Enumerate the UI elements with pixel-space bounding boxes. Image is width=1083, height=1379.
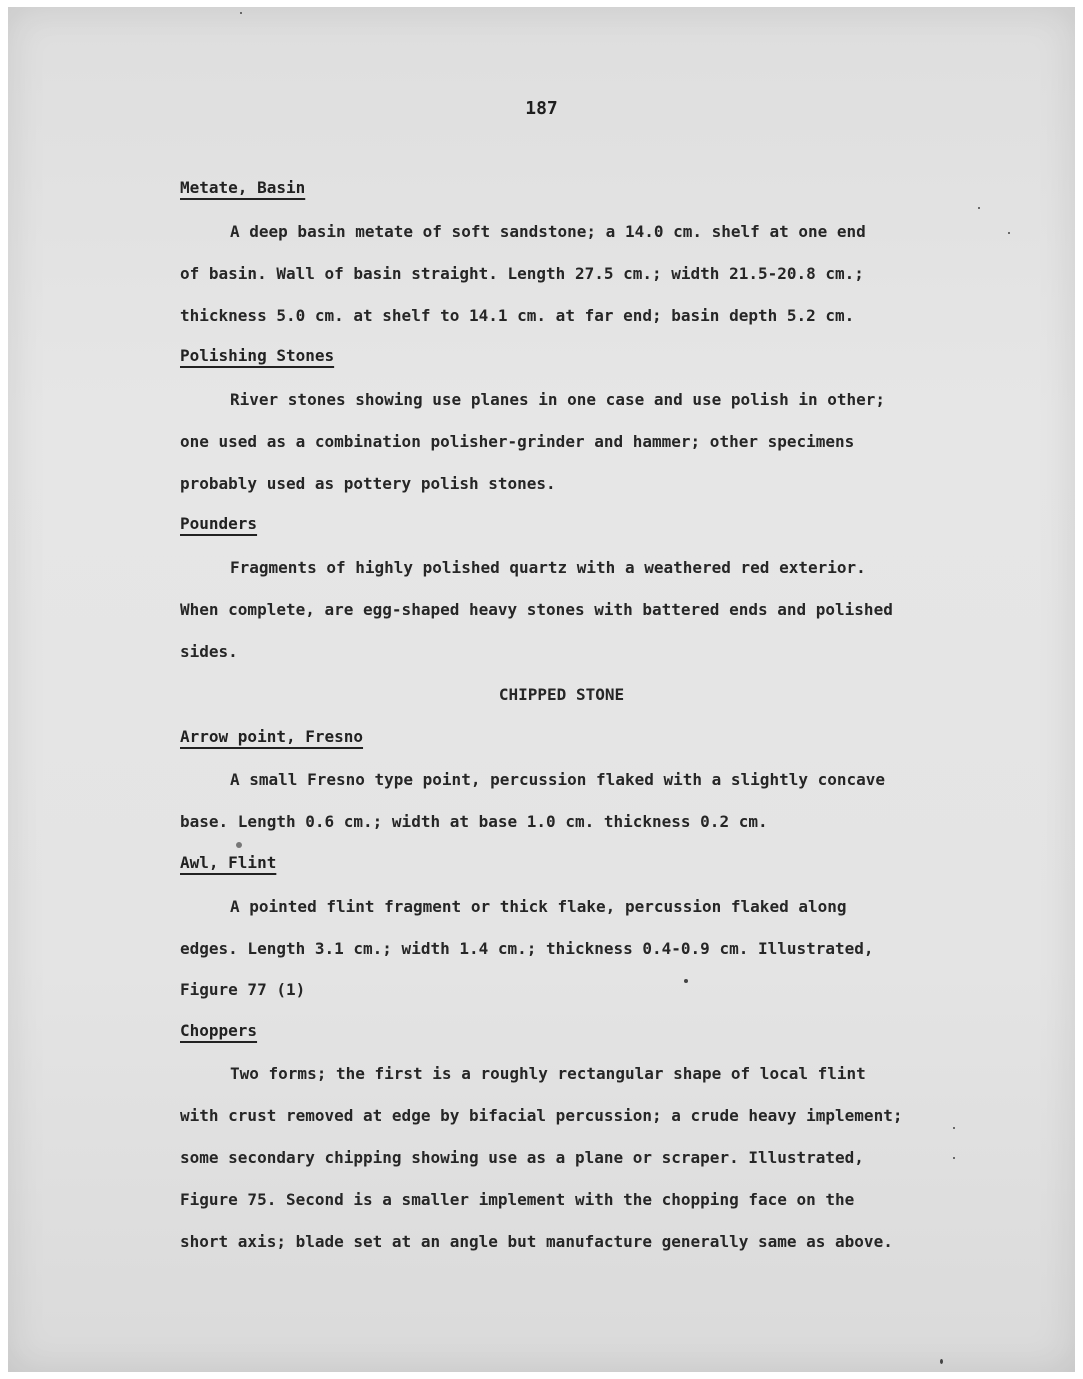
pounders-line-1: Fragments of highly polished quartz with a weathered red exterior. (230, 558, 866, 577)
speck-mark (978, 207, 980, 209)
choppers-line-1: Two forms; the first is a roughly rectangular shape of local flint (230, 1064, 866, 1083)
awl-line-1: A pointed flint fragment or thick flake, percussion flaked along (230, 897, 847, 916)
metate-line-3: thickness 5.0 cm. at shelf to 14.1 cm. at far end; basin depth 5.2 cm. (180, 306, 855, 325)
speck-mark (240, 12, 242, 14)
awl-line-3: Figure 77 (1) (180, 980, 306, 999)
section-heading-metate-basin: Metate, Basin (180, 178, 306, 197)
awl-line-2: edges. Length 3.1 cm.; width 1.4 cm.; thickness 0.4-0.9 cm. Illustrated, (180, 939, 874, 958)
section-heading-arrow-point: Arrow point, Fresno (180, 727, 364, 746)
speck-mark (684, 979, 688, 983)
pounders-line-3: sides. (180, 642, 238, 661)
section-heading-choppers: Choppers (180, 1021, 258, 1040)
section-heading-polishing-stones: Polishing Stones (180, 346, 335, 365)
speck-mark (953, 1157, 955, 1159)
choppers-line-5: short axis; blade set at an angle but manufacture generally same as above. (180, 1232, 893, 1251)
polishing-line-1: River stones showing use planes in one case and use polish in other; (230, 390, 886, 409)
metate-line-2: of basin. Wall of basin straight. Length 27.5 cm.; width 21.5-20.8 cm.; (180, 264, 864, 283)
choppers-line-3: some secondary chipping showing use as a plane or scraper. Illustrated, (180, 1148, 864, 1167)
arrow-line-1: A small Fresno type point, percussion flaked with a slightly concave (230, 770, 886, 789)
metate-line-1: A deep basin metate of soft sandstone; a 14.0 cm. shelf at one end (230, 222, 866, 241)
speck-mark (236, 842, 242, 848)
page-number: 187 (525, 98, 558, 119)
speck-mark (953, 1127, 955, 1129)
polishing-line-3: probably used as pottery polish stones. (180, 474, 556, 493)
choppers-line-2: with crust removed at edge by bifacial percussion; a crude heavy implement; (180, 1106, 903, 1125)
section-heading-pounders: Pounders (180, 514, 258, 533)
choppers-line-4: Figure 75. Second is a smaller implement with the chopping face on the (180, 1190, 855, 1209)
polishing-line-2: one used as a combination polisher-grinder and hammer; other specimens (180, 432, 855, 451)
section-heading-awl-flint: Awl, Flint (180, 853, 277, 872)
pounders-line-2: When complete, are egg-shaped heavy stones with battered ends and polished (180, 600, 893, 619)
speck-mark (1008, 232, 1010, 234)
chipped-stone-title: CHIPPED STONE (498, 685, 625, 704)
arrow-line-2: base. Length 0.6 cm.; width at base 1.0 cm. thickness 0.2 cm. (180, 812, 768, 831)
speck-mark (940, 1359, 943, 1364)
